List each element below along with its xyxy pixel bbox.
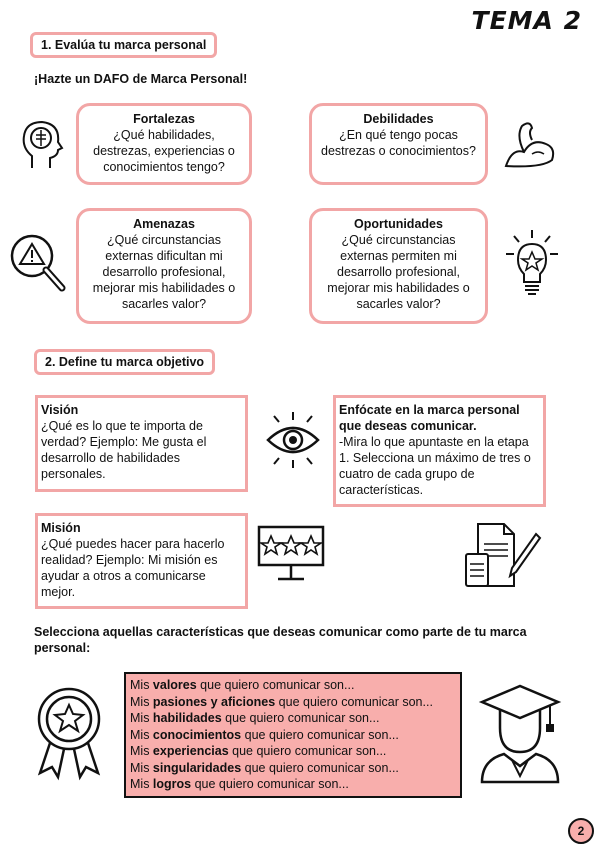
list-item-prefix: Mis [130,694,153,709]
section-1-heading: 1. Evalúa tu marca personal [30,32,217,58]
list-item-prefix: Mis [130,727,153,742]
mision-box [35,513,248,609]
card-amenazas [76,208,252,324]
flexed-arm-icon [502,118,558,170]
page-number: 2 [568,818,594,844]
list-item-suffix: que quiero comunicar son... [228,744,387,758]
focus-body: -Mira lo que apuntaste en la etapa 1. Selecciona un máximo de tres o cuatro de cada grupo de características. [339,435,531,497]
list-item-prefix: Mis [130,760,153,775]
vision-body: ¿Qué es lo que te importa de verdad? Ejemplo: Me gusta el desarrollo de habilidades personales. [41,419,207,481]
list-item [130,710,456,727]
section-2-heading: 2. Define tu marca objetivo [34,349,215,375]
selection-question: Selecciona aquellas características que deseas comunicar como parte de tu marca personal: [34,625,527,655]
eye-icon [264,410,322,470]
focus-box [333,395,546,507]
list-item-suffix: que quiero comunicar son... [221,711,380,725]
list-item [130,727,456,744]
card-body: ¿Qué habilidades, destrezas, experiencias o conocimientos tengo? [93,128,235,174]
list-item-prefix: Mis [130,777,153,791]
card-title: Debilidades [363,112,434,126]
list-item [130,694,456,711]
focus-title: Enfócate en la marca personal que deseas comunicar. [339,403,520,433]
dafo-subtitle: ¡Hazte un DAFO de Marca Personal! [34,72,248,86]
list-item-suffix: que quiero comunicar son... [241,727,399,742]
vision-title: Visión [41,403,79,417]
lightbulb-star-icon [504,228,560,302]
card-body: ¿En qué tengo pocas destrezas o conocimientos? [321,128,476,158]
card-body: ¿Qué circunstancias externas permiten mi desarrollo profesional, mejorar mis habilidades o sacarles valor? [327,233,470,311]
list-item [130,677,456,694]
card-title: Oportunidades [354,217,443,231]
list-item-keyword: conocimientos [152,727,242,742]
list-item [130,760,456,777]
list-item-keyword: singularidades [152,760,242,775]
list-item-keyword: pasiones y aficiones [152,694,276,709]
list-item-suffix: que quiero comunicar son... [275,694,433,709]
list-item [130,743,456,760]
card-title: Fortalezas [133,112,195,126]
list-item-keyword: valores [152,678,197,692]
list-item-keyword: experiencias [152,744,229,758]
page-title: TEMA 2 [471,6,582,35]
mision-body: ¿Qué puedes hacer para hacerlo realidad? Ejemplo: Mi misión es ayudar a otros a comunicarse mejor. [41,537,225,599]
card-debilidades [309,103,488,185]
mision-title: Misión [41,521,81,535]
vision-box [35,395,248,492]
list-item-suffix: que quiero comunicar son... [191,777,349,791]
brain-head-icon [20,118,68,170]
list-item-keyword: logros [152,777,192,791]
card-fortalezas [76,103,252,185]
card-oportunidades [309,208,488,324]
graduate-icon [478,680,562,784]
list-item-keyword: habilidades [152,711,222,725]
characteristics-list [124,672,462,798]
warning-magnifier-icon [10,232,70,298]
list-item-suffix: que quiero comunicar son... [196,678,355,692]
list-item-prefix: Mis [130,744,153,758]
card-body: ¿Qué circunstancias externas dificultan mi desarrollo profesional, mejorar mis habilidades o sacarles valor? [92,233,236,311]
card-title: Amenazas [133,217,195,231]
award-medal-icon [34,683,104,779]
list-item [130,776,456,793]
list-item-prefix: Mis [130,678,153,692]
rating-stars-icon [256,524,326,586]
list-item-prefix: Mis [130,711,153,725]
list-item-suffix: que quiero comunicar son... [241,760,399,775]
document-pen-icon [464,520,544,590]
